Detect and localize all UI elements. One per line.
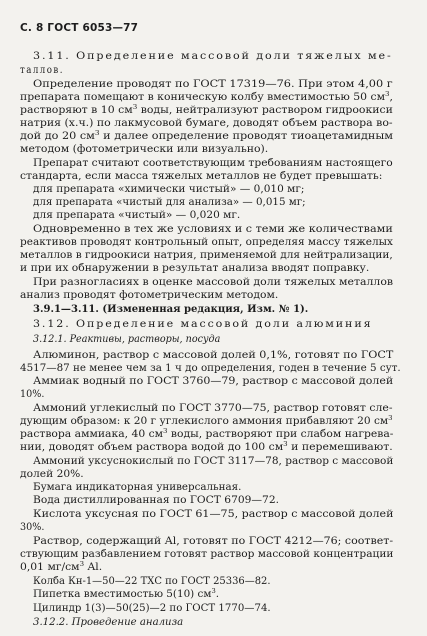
text-line: нии, доводят объем раствора водой до 100 $см^3$ и перемешивают. <box>20 440 393 453</box>
text-line: 10%. <box>20 389 45 400</box>
text-line: для препарата «химически чистый» — 0,010 мг; <box>33 184 305 195</box>
text-line: 3.12.2. Проведение анализа <box>33 617 184 628</box>
text-line: долей 20%. <box>20 469 84 480</box>
text-line: реактивов проводят контрольный опыт, определяя массу тяжелых <box>20 237 393 248</box>
text-line: методом (фотометрически или визуально). <box>20 144 269 155</box>
text-line: стандарта, если масса тяжелых металлов не будет превышать: <box>20 171 383 182</box>
text-line: дой до 20 $см^3$ и далее определение проводят тиоацетамидным <box>20 129 394 142</box>
text-line: Аммоний уксуснокислый по ГОСТ 3117—78, раствор с массовой <box>33 456 394 467</box>
text-line: и при их обнаружении в результат анализа вводят поправку. <box>20 263 370 274</box>
text-line: Кислота уксусная по ГОСТ 61—75, раствор с массовой долей <box>33 509 394 520</box>
text-line: Аммоний углекислый по ГОСТ 3770—75, раствор готовят сле- <box>33 403 393 414</box>
text-line: Аммиак водный по ГОСТ 3760—79, раствор с массовой долей <box>33 376 394 387</box>
text-line: Бумага индикаторная универсальная. <box>33 482 242 493</box>
text-line: При разногласиях в оценке массовой доли тяжелых металлов <box>33 277 394 288</box>
text-line: Определение проводят по ГОСТ 17319—76. При этом 4,00 г <box>33 79 393 90</box>
text-line: анализ проводят фотометрическим методом. <box>20 290 279 301</box>
text-line: 3.9.1—3.11. (Измененная редакция, Изм. № 1). <box>33 304 309 315</box>
text-line: раствора аммиака, 40 $см^3$ воды, растворяют при слабом нагрева- <box>20 427 394 440</box>
text-line: дующим образом: к 20 г углекислого аммония прибавляют 20 $см^3$ <box>20 414 393 427</box>
text-line: Колба Кн-1—50—22 ТХС по ГОСТ 25336—82. <box>33 576 271 587</box>
text-line: Препарат считают соответствующим требованиям настоящего <box>33 158 393 169</box>
text-line: для препарата «чистый» — 0,020 мг. <box>33 210 241 221</box>
text-line: таллов. <box>20 65 64 76</box>
text-line: для препарата «чистый для анализа» — 0,015 мг; <box>33 197 306 208</box>
text-line: 30%. <box>20 522 45 533</box>
text-line: Цилиндр 1(3)—50(25)—2 по ГОСТ 1770—74. <box>33 603 271 614</box>
text-line: ствующим разбавлением готовят раствор массовой концентрации <box>20 549 394 560</box>
text-line: 0,01 $мг/см^3$ Al. <box>20 560 103 573</box>
text-line: препарата помещают в коническую колбу вместимостью 50 $см^3$, <box>20 90 393 103</box>
text-line: Раствор, содержащий Al, готовят по ГОСТ 4212—76; соответ- <box>33 536 394 547</box>
text-line: Одновременно в тех же условиях и с теми же количествами <box>33 224 393 235</box>
text-line: растворяют в 10 $см^3$ воды, нейтрализуют раствором гидроокиси <box>20 103 393 116</box>
text-line: 3.12. Определение массовой доли алюминия <box>33 319 373 330</box>
text-line: металлов в гидроокиси натрия, применяемой для нейтрализации, <box>20 250 393 261</box>
text-line: 3.11. Определение массовой доли тяжелых ме- <box>33 51 393 62</box>
text-line: натрия (х.ч.) по лакмусовой бумаге, доводят объем раствора во- <box>20 118 393 129</box>
text-line: Вода дистиллированная по ГОСТ 6709—72. <box>33 495 279 506</box>
text-line: 4517—87 не менее чем за 1 ч до определения, годен в течение 5 сут. <box>20 363 401 374</box>
text-line: 3.12.1. Реактивы, растворы, посуда <box>33 334 221 345</box>
page-header: С. 8 ГОСТ 6053—77 <box>20 22 139 34</box>
text-line: Алюминон, раствор с массовой долей 0,1%, готовят по ГОСТ <box>33 350 394 361</box>
text-line: Пипетка вместимостью 5(10) $см^3$. <box>33 587 220 600</box>
